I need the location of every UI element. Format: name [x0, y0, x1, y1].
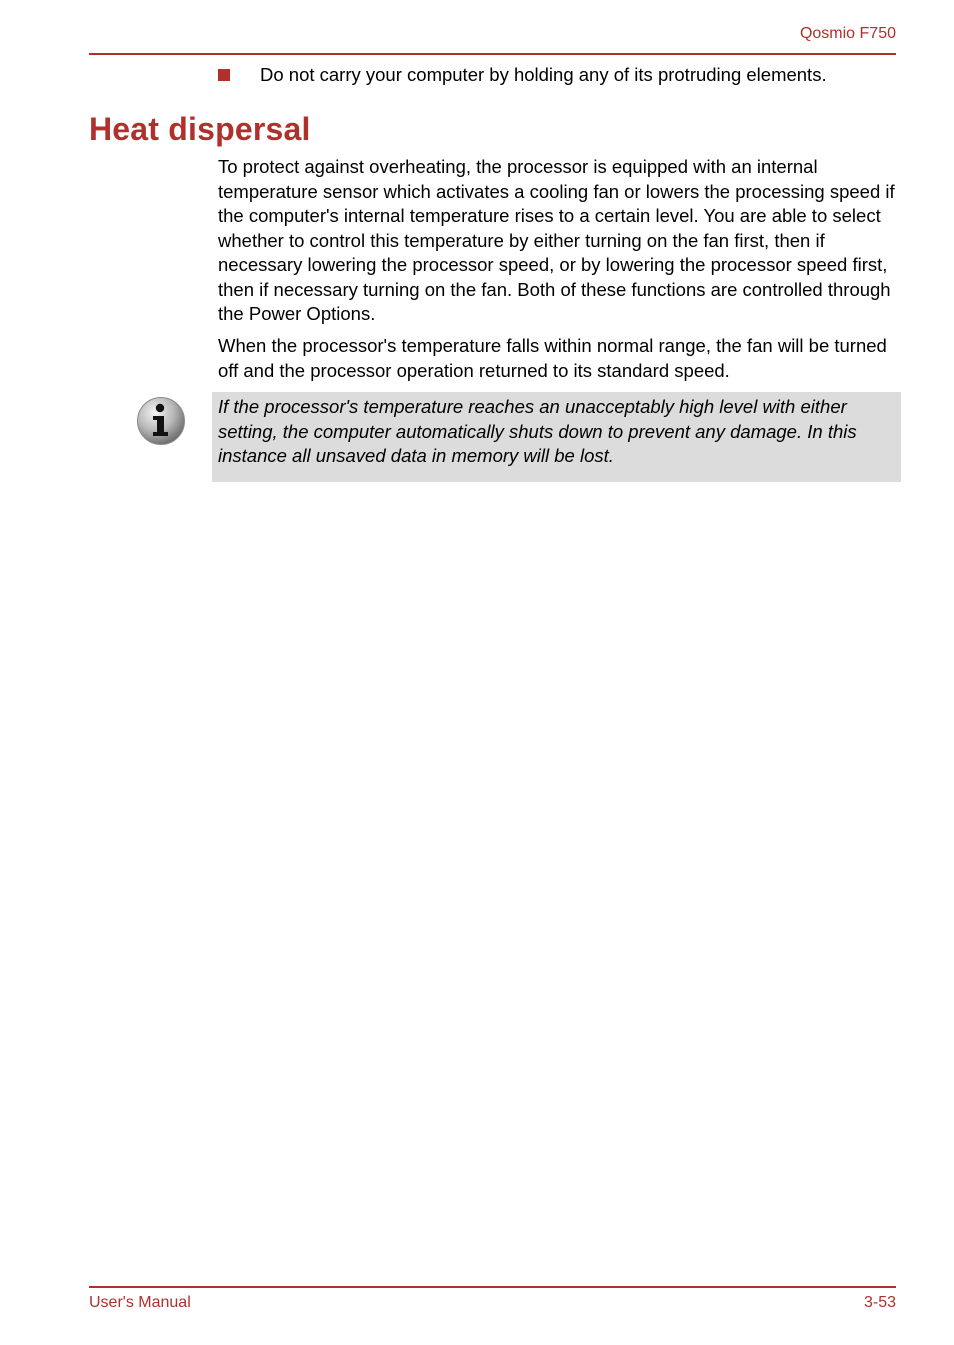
footer-manual-label: User's Manual: [89, 1294, 191, 1311]
footer-divider: [89, 1286, 896, 1288]
list-item: [218, 63, 908, 89]
note-text: If the processor's temperature reaches an unacceptably high level with either setting, the computer automatically shuts down to prevent any damage. In this instance all unsaved data in memory will be lost.: [218, 396, 857, 466]
bullet-square-icon: [218, 69, 230, 81]
header-divider: [89, 53, 896, 55]
info-icon: [136, 396, 186, 446]
note-box: [212, 392, 901, 482]
running-header-title: Qosmio F750: [799, 25, 896, 42]
section-heading: Heat dispersal: [89, 111, 311, 147]
footer-page-number: 3-53: [863, 1294, 896, 1311]
body-paragraph: To protect against overheating, the processor is equipped with an internal temperature sensor which activates a cooling fan or lowers the processing speed if the computer's internal temperature rises to a certain level. You are able to select whether to control this temperature by either turning on the fan first, then if necessary lowering the processor speed, or by lowering the processor speed first, then if necessary turning on the fan. Both of these functions are controlled through the Power Options.: [218, 156, 895, 324]
body-paragraph: When the processor's temperature falls within normal range, the fan will be turned off and the processor operation returned to its standard speed.: [218, 335, 887, 381]
bullet-text: Do not carry your computer by holding any of its protruding elements.: [260, 64, 827, 85]
